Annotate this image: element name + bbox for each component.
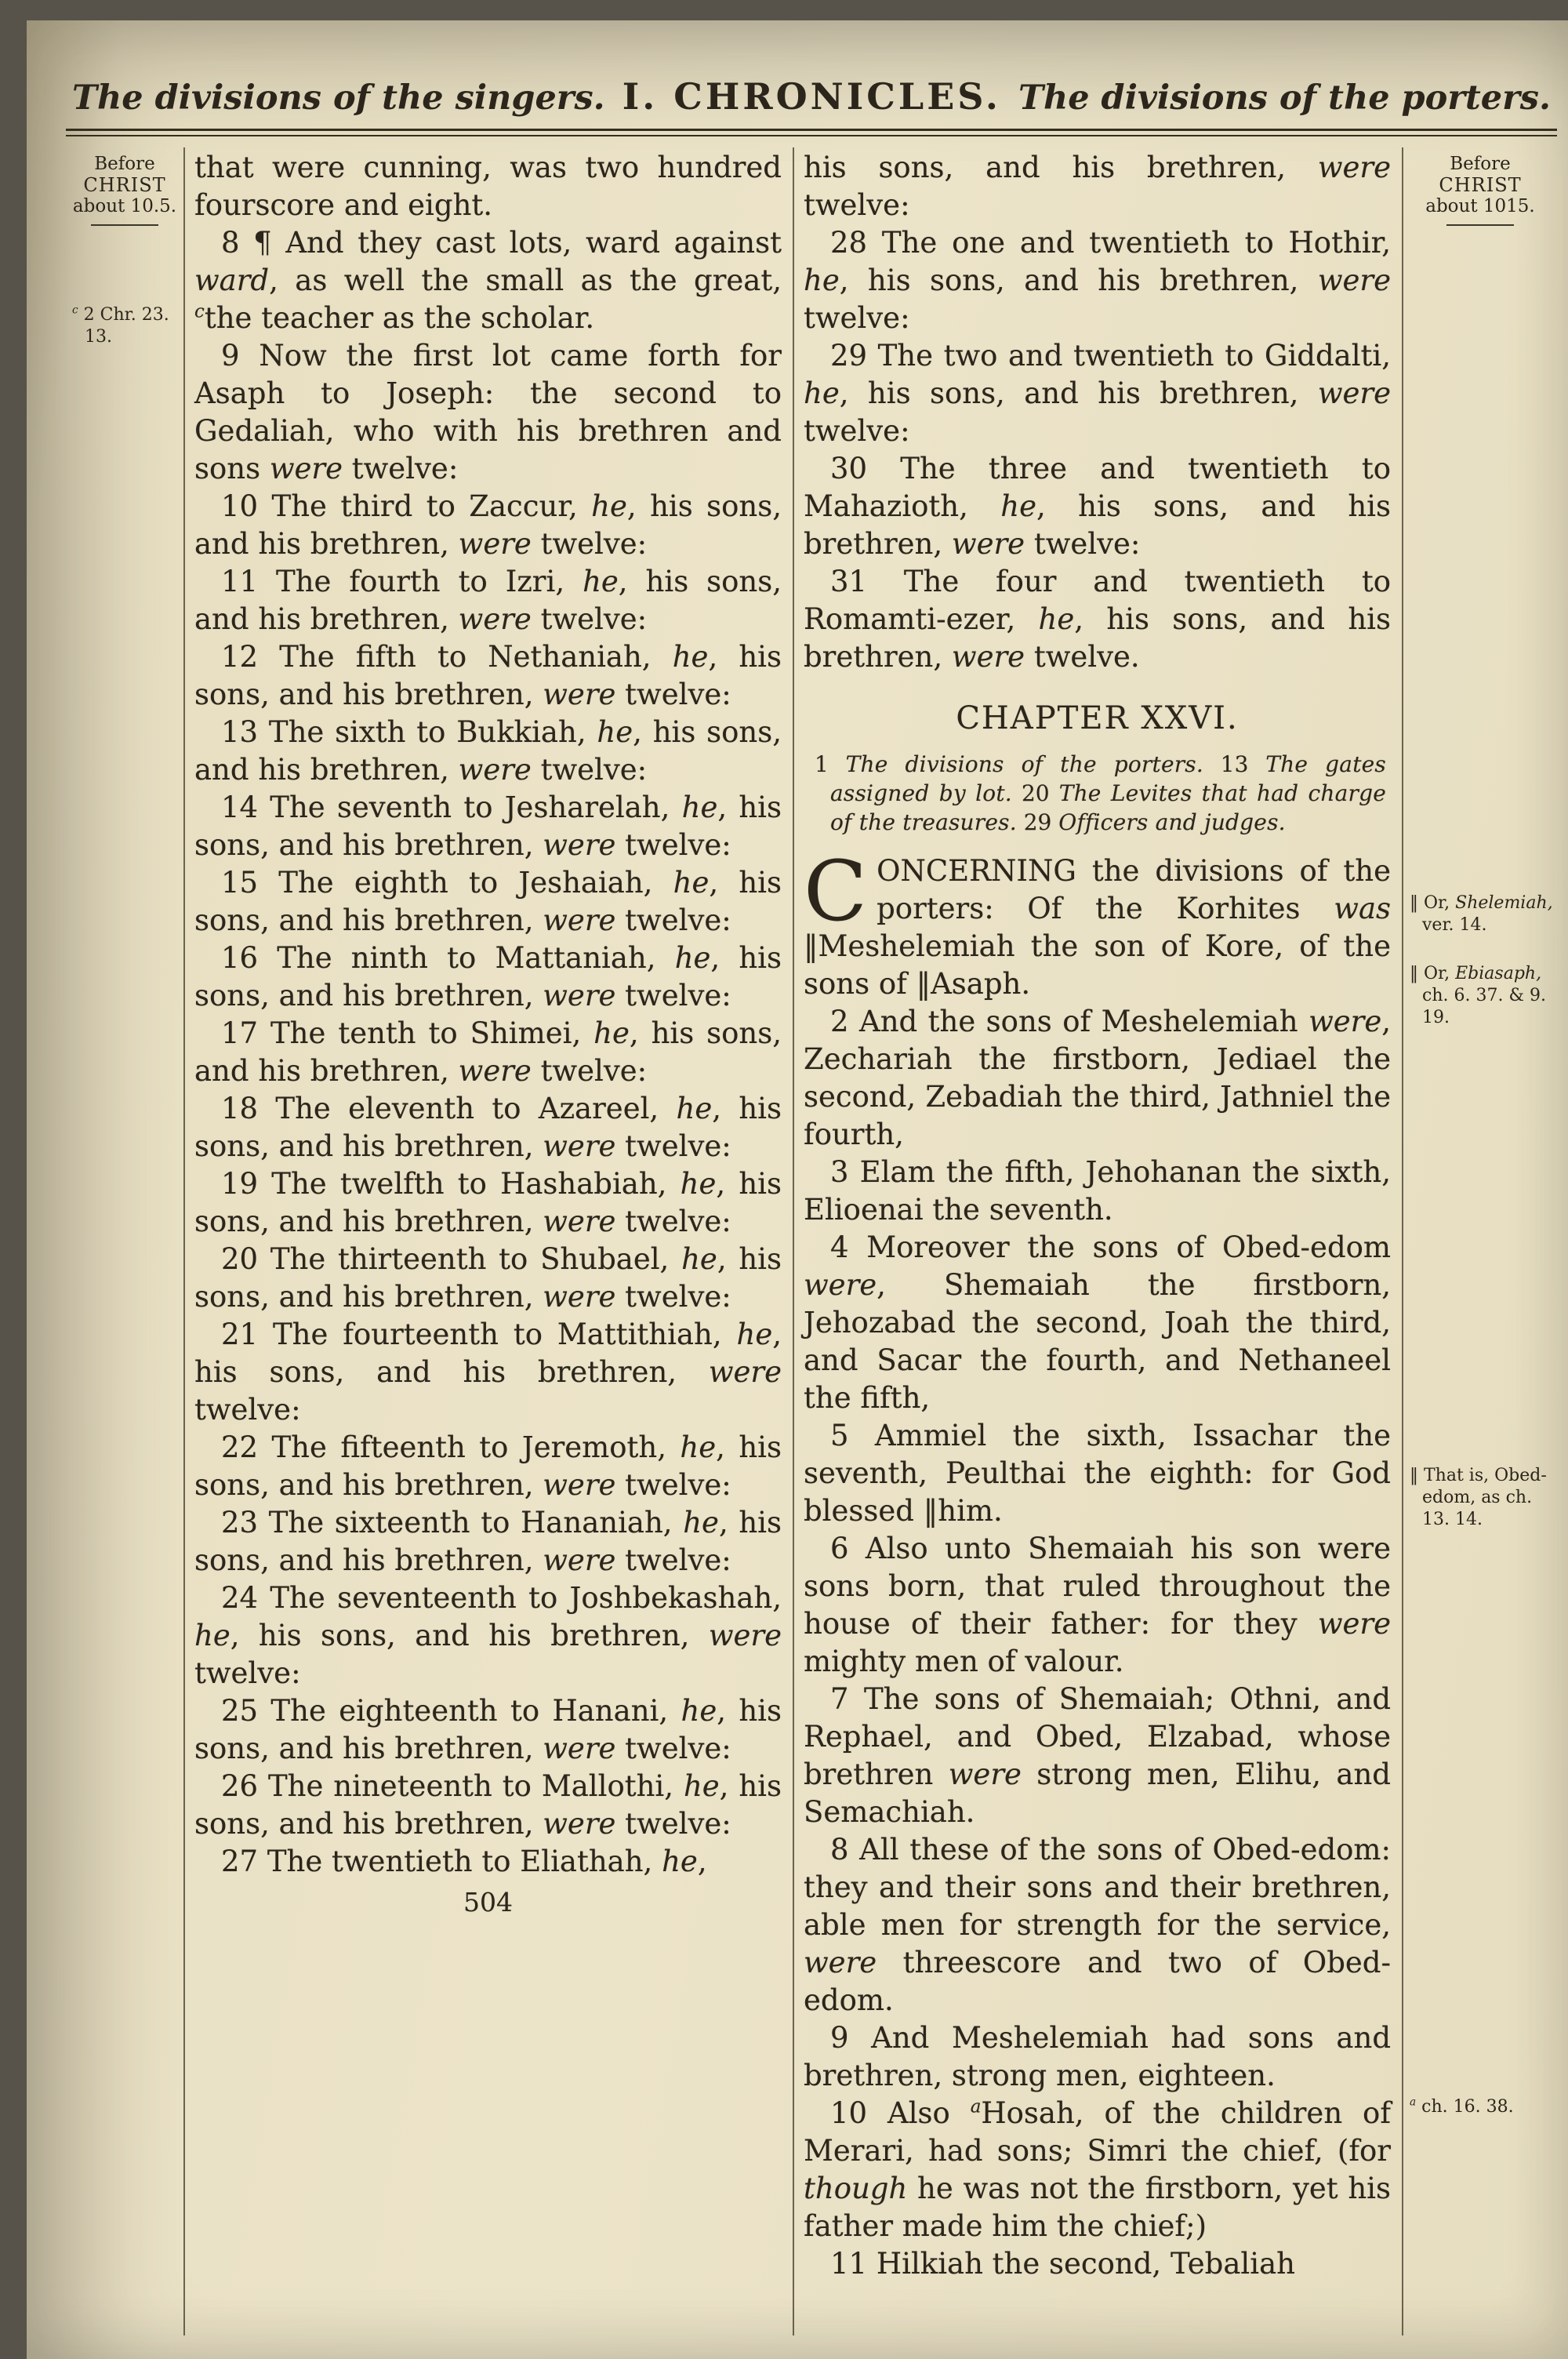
left-column-text (194, 149, 782, 1881)
verse-paragraph: 20 The thirteenth to Shubael, he, his sons, and his brethren, were twelve: (194, 1242, 782, 1314)
chapter-heading: CHAPTER XXVI. (956, 700, 1239, 736)
left-column-rule (183, 147, 185, 2335)
drop-cap: C (804, 843, 868, 940)
verse-paragraph: 22 The fifteenth to Jeremoth, he, his sons, and his brethren, were twelve: (194, 1430, 782, 1502)
page-number: 504 (463, 1887, 513, 1917)
verse-paragraph: 6 Also unto Shemaiah his son were sons born, that ruled throughout the house of their father: for they were mighty men of valour. (804, 1532, 1391, 1678)
dating-line: Before (94, 154, 155, 174)
verse-paragraph: 5 Ammiel the sixth, Issachar the seventh, Peulthai the eighth: for God blessed ‖him. (804, 1419, 1391, 1528)
running-head-center: I. CHRONICLES. (622, 75, 1001, 118)
verse-paragraph: 31 The four and twentieth to Romamti-ezer, he, his sons, and his brethren, were twelve. (804, 565, 1391, 674)
verse-paragraph: 2 And the sons of Meshelemiah were, Zechariah the firstborn, Jediael the second, Zebadiah the third, Jathniel the fourth, (804, 1005, 1391, 1151)
right-column-top (804, 149, 1391, 676)
verse-paragraph: 24 The seventeenth to Joshbekashah, he, his sons, and his brethren, were twelve: (194, 1581, 782, 1690)
dating-line: CHRIST (83, 174, 166, 196)
verse-paragraph: 17 The tenth to Shimei, he, his sons, and his brethren, were twelve: (194, 1016, 782, 1088)
dating-line: Before (1450, 154, 1511, 174)
verse-paragraph: 12 The fifth to Nethaniah, he, his sons, and his brethren, were twelve: (194, 640, 782, 711)
dating-rule (91, 224, 158, 226)
verse-paragraph: 9 Now the first lot came forth for Asaph to Joseph: the second to Gedaliah, who with his brethren and sons were twelve: (194, 339, 782, 485)
verse-paragraph: that were cunning, was two hundred fourscore and eight. (194, 151, 782, 222)
running-head-left: The divisions of the singers. (72, 78, 605, 118)
right-column-rest (804, 1003, 1391, 2283)
verse-paragraph: 15 The eighth to Jeshaiah, he, his sons, and his brethren, were twelve: (194, 866, 782, 937)
verse-paragraph: 7 The sons of Shemaiah; Othni, and Rephael, and Obed, Elzabad, whose brethren were strong men, Elihu, and Semachiah. (804, 1682, 1391, 1829)
verse-paragraph: 11 Hilkiah the second, Tebaliah (830, 2247, 1295, 2281)
verse-paragraph: 23 The sixteenth to Hananiah, he, his sons, and his brethren, were twelve: (194, 1506, 782, 1577)
header-rule (66, 129, 1557, 136)
verse-paragraph: 25 The eighteenth to Hanani, he, his sons, and his brethren, were twelve: (194, 1694, 782, 1765)
margin-note: ‖ That is, Obed-edom, as ch. 13. 14. (1410, 1466, 1547, 1529)
verse-paragraph: 3 Elam the fifth, Jehohanan the sixth, Elioenai the seventh. (804, 1155, 1391, 1227)
left-dating (66, 154, 183, 226)
chapter-summary: 1 The divisions of the porters. 13 The gates assigned by lot. 20 The Levites that had charge of the treasures. 29 Officers and judges. (815, 751, 1386, 835)
dating-line: about 1015. (1425, 196, 1535, 216)
verse-paragraph: 10 Also $^a$Hosah, of the children of Merari, had sons; Simri the chief, (for though he was not the firstborn, yet his father made him the chief;) (804, 2096, 1392, 2243)
verse-paragraph: 30 The three and twentieth to Mahazioth, he, his sons, and his brethren, were twelve: (804, 452, 1391, 561)
verse-paragraph: 28 The one and twentieth to Hothir, he, his sons, and his brethren, were twelve: (804, 226, 1391, 335)
verse-paragraph: 19 The twelfth to Hashabiah, he, his sons, and his brethren, were twelve: (194, 1167, 782, 1238)
right-dating (1403, 154, 1557, 226)
verse-paragraph: 18 The eleventh to Azareel, he, his sons, and his brethren, were twelve: (194, 1092, 782, 1163)
verse-paragraph: 13 The sixth to Bukkiah, he, his sons, and his brethren, were twelve: (194, 715, 782, 787)
center-gutter-rule (793, 147, 794, 2335)
verse-paragraph: 27 The twentieth to Eliathah, he, (221, 1845, 707, 1878)
margin-note: ‖ Or, Ebiasaph, ch. 6. 37. & 9. 19. (1410, 964, 1547, 1027)
verse-paragraph: 8 All these of the sons of Obed-edom: they and their sons and their brethren, able men for strength for the service, were threescore and two of Obed-edom. (804, 1833, 1391, 2017)
dating-line: CHRIST (1439, 174, 1522, 196)
margin-note: $^c$ 2 Chr. 23. 13. (72, 304, 169, 347)
margin-note: ‖ Or, Shelemiah, ver. 14. (1410, 893, 1553, 935)
dating-line: about 10.5. (72, 196, 177, 216)
first-verse-text: ONCERNING the divisions of the porters: Of the Korhites was ‖Meshelemiah the son of Kore, of the sons of ‖Asaph. (804, 854, 1391, 1001)
verse-paragraph: 9 And Meshelemiah had sons and brethren, strong men, eighteen. (804, 2021, 1391, 2092)
verse-paragraph: 29 The two and twentieth to Giddalti, he, his sons, and his brethren, were twelve: (804, 339, 1391, 448)
chapter-first-verse (804, 843, 1391, 1003)
margin-note: $^a$ ch. 16. 38. (1410, 2095, 1514, 2117)
verse-paragraph: 21 The fourteenth to Mattithiah, he, his sons, and his brethren, were twelve: (194, 1318, 782, 1427)
page-content (66, 147, 1557, 2335)
running-head (66, 75, 1557, 118)
verse-paragraph: 8 ¶ And they cast lots, ward against ward, as well the small as the great, $^c$the teacher as the scholar. (194, 226, 782, 335)
left-column (185, 147, 793, 2335)
right-column (794, 147, 1402, 2335)
verse-paragraph: 11 The fourth to Izri, he, his sons, and his brethren, were twelve: (194, 565, 782, 636)
verse-paragraph: 10 The third to Zaccur, he, his sons, and his brethren, were twelve: (194, 489, 782, 561)
verse-paragraph: 4 Moreover the sons of Obed-edom were, Shemaiah the firstborn, Jehozabad the second, Joah the third, and Sacar the fourth, and Nethaneel the fifth, (804, 1230, 1391, 1415)
bible-page (27, 20, 1568, 2359)
left-margin-notes (66, 147, 183, 2335)
verse-paragraph: 16 The ninth to Mattaniah, he, his sons, and his brethren, were twelve: (194, 941, 782, 1012)
verse-paragraph: his sons, and his brethren, were twelve: (804, 151, 1391, 222)
verse-paragraph: 26 The nineteenth to Mallothi, he, his sons, and his brethren, were twelve: (194, 1769, 782, 1841)
right-margin-notes (1403, 147, 1557, 2335)
dating-rule (1446, 224, 1514, 226)
running-head-right: The divisions of the porters. (1018, 78, 1551, 118)
verse-paragraph: 14 The seventh to Jesharelah, he, his sons, and his brethren, were twelve: (194, 791, 782, 862)
